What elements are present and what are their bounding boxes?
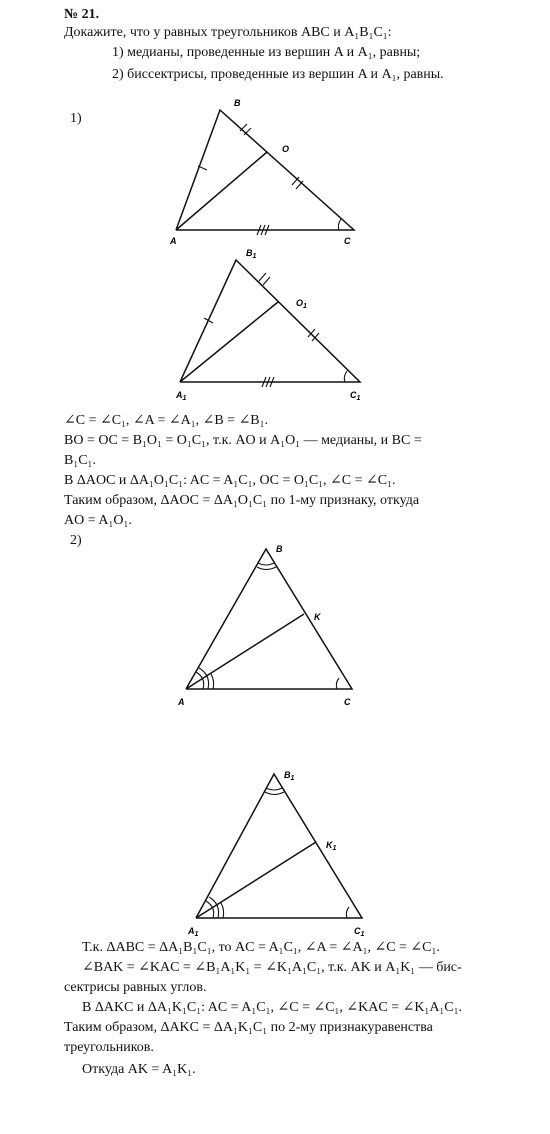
part1-line-3: B₁C₁. [64,453,96,468]
label-b1: $B_1$ [246,248,257,260]
label-c1-2: $C_1$ [354,926,365,938]
part1-line-4: В ΔAOC и ΔA₁O₁C₁: AC = A₁C₁, OC = O₁C₁, ∠C = ∠C₁. [64,473,396,488]
label-o1: $O_1$ [296,298,307,310]
part2-line-1: Т.к. ΔABC = ΔA₁B₁C₁, то AC = A₁C₁, ∠A = ∠A₁, ∠C = ∠C₁. [82,940,440,955]
part2-line-2: ∠BAK = ∠KAC = ∠B₁A₁K₁ = ∠K₁A₁C₁, т.к. AK и A₁K₁ — бис- [82,960,462,975]
part2-line-6: треугольников. [64,1040,154,1055]
figure-triangle-a1b1c1-bisector [187,770,365,938]
part1-line-6: AO = A₁O₁. [64,513,132,528]
problem-statement: Докажите, что у равных треугольников ABC и A₁B₁C₁: [64,25,392,40]
label-a-2: A [178,697,185,707]
label-b: B [234,98,241,108]
label-a: A [170,236,177,246]
problem-item-1: 1) медианы, проведенные из вершин A и A₁, равны; [112,45,421,60]
label-a1-2: $A_1$ [188,926,199,938]
triangle-a1b1c1-2 [196,774,362,918]
part1-line-2: BO = OC = B₁O₁ = O₁C₁, т.к. AO и A₁O₁ — медианы, и BC = [64,433,422,448]
bisector-ak [186,614,304,689]
median-a1o1 [180,302,278,382]
part2-line-7: Откуда AK = A₁K₁. [82,1062,196,1077]
part1-label: 1) [70,111,82,126]
label-k1: $K_1$ [326,840,337,852]
label-c-2: C [344,697,351,707]
triangle-a1b1c1 [180,260,360,382]
label-a1: $A_1$ [176,390,187,402]
figure-triangle-a1b1c1-median [175,248,361,402]
figure-triangle-abc-median [169,98,354,246]
part2-line-3: сектрисы равных углов. [64,980,207,995]
bisector-a1k1 [196,842,316,918]
problem-item-2: 2) биссектрисы, проведенные из вершин A и A₁, равны. [112,67,444,82]
label-c1: $C_1$ [350,390,361,402]
triangle-abc-2 [186,549,352,689]
triangle-abc [176,110,354,230]
part2-line-5: Таким образом, ΔAKC = ΔA₁K₁C₁ по 2-му признакуравенства [64,1020,433,1035]
label-o: O [282,144,290,154]
label-c: C [344,236,351,246]
angle-arc-c [338,219,341,230]
label-b1-2: $B_1$ [284,770,295,782]
part1-line-1: ∠C = ∠C₁, ∠A = ∠A₁, ∠B = ∠B₁. [64,413,269,428]
figure-triangle-abc-bisector [177,544,352,707]
label-k: K [314,612,321,622]
part1-line-5: Таким образом, ΔAOC = ΔA₁O₁C₁ по 1-му признаку, откуда [64,493,420,508]
label-b-2: B [276,544,283,554]
part2-line-4: В ΔAKC и ΔA₁K₁C₁: AC = A₁C₁, ∠C = ∠C₁, ∠KAC = ∠K₁A₁C₁. [82,1000,463,1015]
part2-label: 2) [70,533,82,548]
problem-number: № 21. [64,7,100,22]
